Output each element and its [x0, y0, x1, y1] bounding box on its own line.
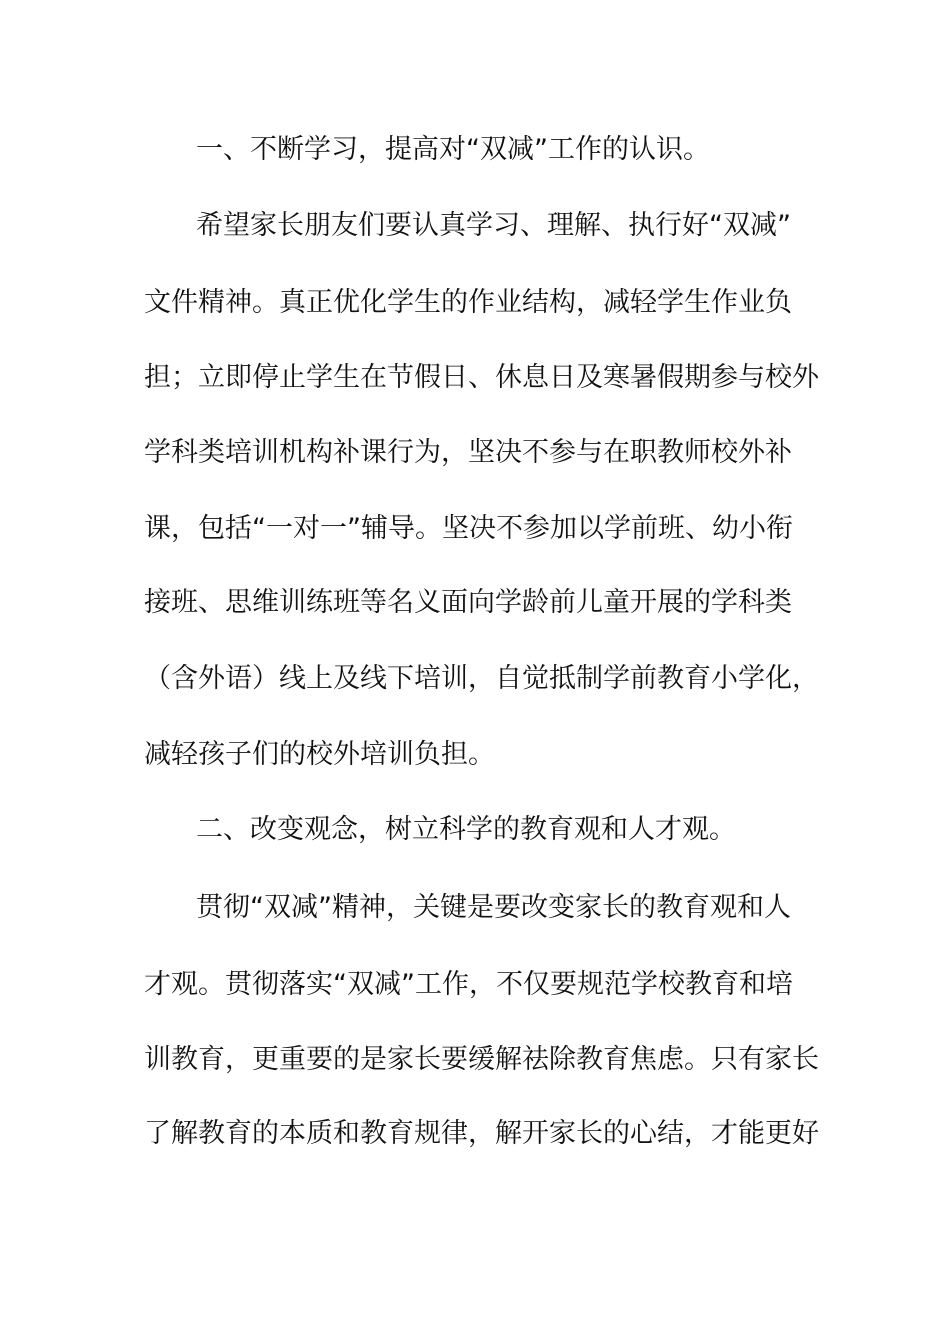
paragraph-line: 才观。贯彻落实“双减”工作，不仅要规范学校教育和培 [144, 969, 793, 1000]
paragraph-line: 减轻孩子们的校外培训负担。 [144, 739, 495, 770]
paragraph-line: 了解教育的本质和教育规律，解开家长的心结，才能更好 [144, 1118, 819, 1149]
paragraph-line: （含外语）线上及线下培训，自觉抵制学前教育小学化， [144, 663, 819, 694]
paragraph-line: 课，包括“一对一”辅导。坚决不参加以学前班、幼小衔 [144, 513, 793, 544]
paragraph-line: 担；立即停止学生在节假日、休息日及寒暑假期参与校外 [144, 362, 819, 393]
paragraph-line: 训教育，更重要的是家长要缓解祛除教育焦虑。只有家长 [144, 1044, 819, 1075]
paragraph-line: 文件精神。真正优化学生的作业结构，减轻学生作业负 [144, 287, 792, 318]
paragraph-line: 希望家长朋友们要认真学习、理解、执行好“双减” [196, 210, 791, 241]
paragraph-line: 接班、思维训练班等名义面向学龄前儿童开展的学科类 [144, 587, 792, 618]
paragraph-line: 学科类培训机构补课行为，坚决不参与在职教师校外补 [144, 437, 792, 468]
heading-section-2: 二、改变观念，树立科学的教育观和人才观。 [196, 814, 736, 845]
paragraph-line: 贯彻“双减”精神，关键是要改变家长的教育观和人 [196, 892, 791, 923]
heading-section-1: 一、不断学习，提高对“双减”工作的认识。 [196, 134, 710, 165]
